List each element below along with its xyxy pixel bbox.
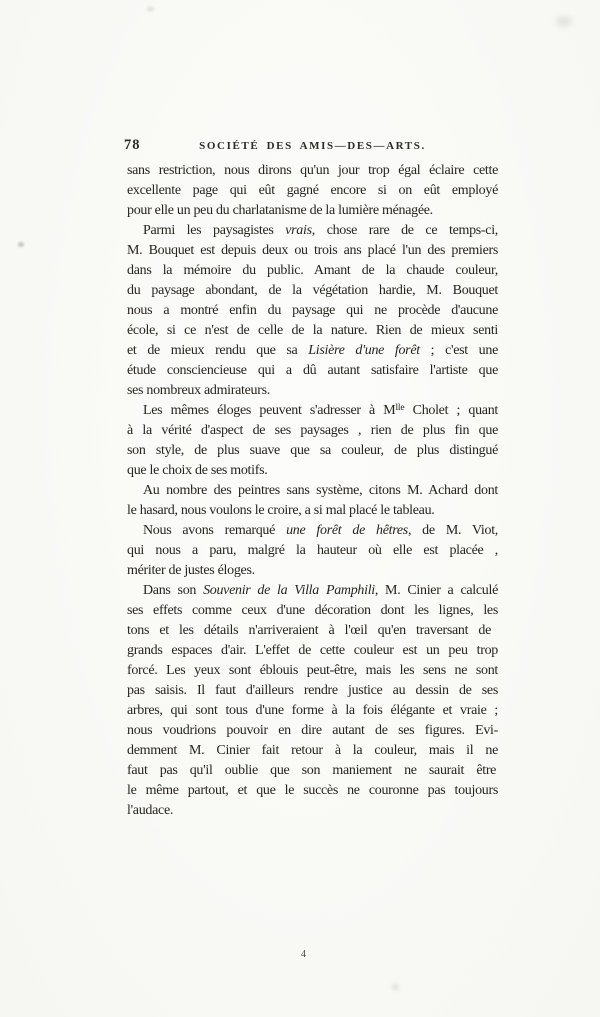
text-line (127, 461, 498, 481)
text-line (127, 241, 498, 261)
text-segment: que le choix de ses motifs. (127, 463, 268, 478)
text-line (127, 681, 498, 701)
text-line (127, 601, 498, 621)
text-line (127, 381, 498, 401)
text-line (127, 281, 498, 301)
text-line (127, 361, 498, 381)
text-segment: le hasard, nous voulons le croire, a si mal placé le tableau. (127, 503, 435, 518)
text-line (127, 521, 514, 541)
text-line (127, 401, 514, 421)
text-line (127, 661, 498, 681)
text-line (127, 161, 498, 181)
text-segment-italic: Lisière d'une forêt (308, 343, 420, 358)
text-segment: arbres, qui sont tous d'une forme à la fois élégante et vraie ; (127, 703, 498, 718)
text-line (127, 341, 498, 361)
text-segment: Cholet ; quant (404, 403, 499, 418)
text-line (127, 721, 498, 741)
running-title: SOCIÉTÉ DES AMIS—DES—ARTS. (199, 140, 426, 152)
text-segment: pas saisis. Il faut d'ailleurs rendre justice au dessin de ses (127, 683, 498, 698)
text-segment: nous voudrions pouvoir en dire autant de ses figures. Evi- (127, 723, 498, 738)
text-line (127, 561, 498, 581)
text-segment: ; c'est une (419, 343, 498, 358)
text-segment: , M. Cinier a calculé (374, 583, 498, 598)
text-segment: ses nombreux admirateurs. (127, 383, 270, 398)
text-segment: dans la mémoire du public. Amant de la chaude couleur, (127, 263, 498, 278)
paper-smudge (556, 16, 572, 27)
text-segment: excellente page qui eût gagné encore si on eût employé (127, 183, 498, 198)
text-segment-italic: une forêt de hêtres (286, 523, 408, 538)
text-segment: le même partout, et que le succès ne couronne pas toujours (127, 783, 498, 798)
paper-smudge (392, 984, 399, 990)
text-segment: mériter de justes éloges. (127, 563, 255, 578)
text-segment: Dans son (143, 583, 204, 598)
text-segment: faut pas qu'il oublie que son maniement ne saurait être (127, 763, 497, 778)
text-line (127, 701, 498, 721)
text-segment: , de M. Viot, (407, 523, 498, 538)
text-segment: Nous avons remarqué (143, 523, 287, 538)
text-line (127, 261, 498, 281)
text-segment-italic: vrais (285, 223, 312, 238)
text-line (127, 541, 498, 561)
text-segment: Parmi les paysagistes (143, 223, 286, 238)
text-segment: , chose rare de ce temps-ci, (311, 223, 498, 238)
text-segment: à la vérité d'aspect de ses paysages , rien de plus fin que (127, 423, 498, 438)
signature-mark: 4 (301, 949, 306, 960)
page-number: 78 (124, 137, 141, 153)
text-line (127, 641, 498, 661)
text-line (127, 421, 498, 441)
text-segment: ses effets comme ceux d'une décoration dont les lignes, les (127, 603, 498, 618)
text-line (127, 201, 498, 221)
text-segment: son style, de plus suave que sa couleur, de plus distingué (127, 443, 498, 458)
text-line (127, 781, 498, 801)
paper-smudge (147, 7, 154, 11)
text-segment: Au nombre des peintres sans système, citons M. Achard dont (143, 483, 498, 498)
page-text (127, 161, 498, 841)
text-segment: grands espaces d'air. L'effet de cette couleur est un peu trop (127, 643, 498, 658)
text-segment: étude consciencieuse qui a dû autant satisfaire l'artiste que (127, 363, 498, 378)
text-line (127, 481, 514, 501)
text-segment: école, si ce n'est de celle de la nature. Rien de mieux senti (127, 323, 498, 338)
text-line (127, 181, 498, 201)
text-segment: nous a montré enfin du paysage qui ne procède d'aucune (127, 303, 498, 318)
text-line (127, 301, 498, 321)
text-segment: l'audace. (127, 803, 174, 818)
text-segment: demment M. Cinier fait retour à la couleur, mais il ne (127, 743, 498, 758)
text-segment: et de mieux rendu que sa (127, 343, 309, 358)
text-segment: qui nous a paru, malgré la hauteur où elle est placée , (127, 543, 498, 558)
text-segment-italic: Souvenir de la Villa Pamphili (203, 583, 375, 598)
text-segment: tons et les détails n'arriveraient à l'œil qu'en traversant de (127, 623, 492, 638)
text-line (127, 501, 498, 521)
paper-smudge (18, 242, 24, 247)
text-segment: sans restriction, nous dirons qu'un jour trop égal éclaire cette (127, 163, 498, 178)
text-segment: Les mêmes éloges peuvent s'adresser à M (143, 403, 396, 418)
text-line (127, 441, 498, 461)
text-segment: pour elle un peu du charlatanisme de la lumière ménagée. (127, 203, 433, 218)
text-line (127, 221, 514, 241)
text-line (127, 741, 498, 761)
text-line (127, 801, 498, 821)
text-line (127, 321, 498, 341)
text-segment: du paysage abondant, de la végétation hardie, M. Bouquet (127, 283, 498, 298)
text-line (127, 621, 498, 641)
text-segment: forcé. Les yeux sont éblouis peut-être, mais les sens ne sont (127, 663, 498, 678)
text-segment-sup: lle (395, 402, 405, 413)
text-line (127, 761, 498, 781)
text-segment: M. Bouquet est depuis deux ou trois ans placé l'un des premiers (127, 243, 498, 258)
text-line (127, 581, 514, 601)
